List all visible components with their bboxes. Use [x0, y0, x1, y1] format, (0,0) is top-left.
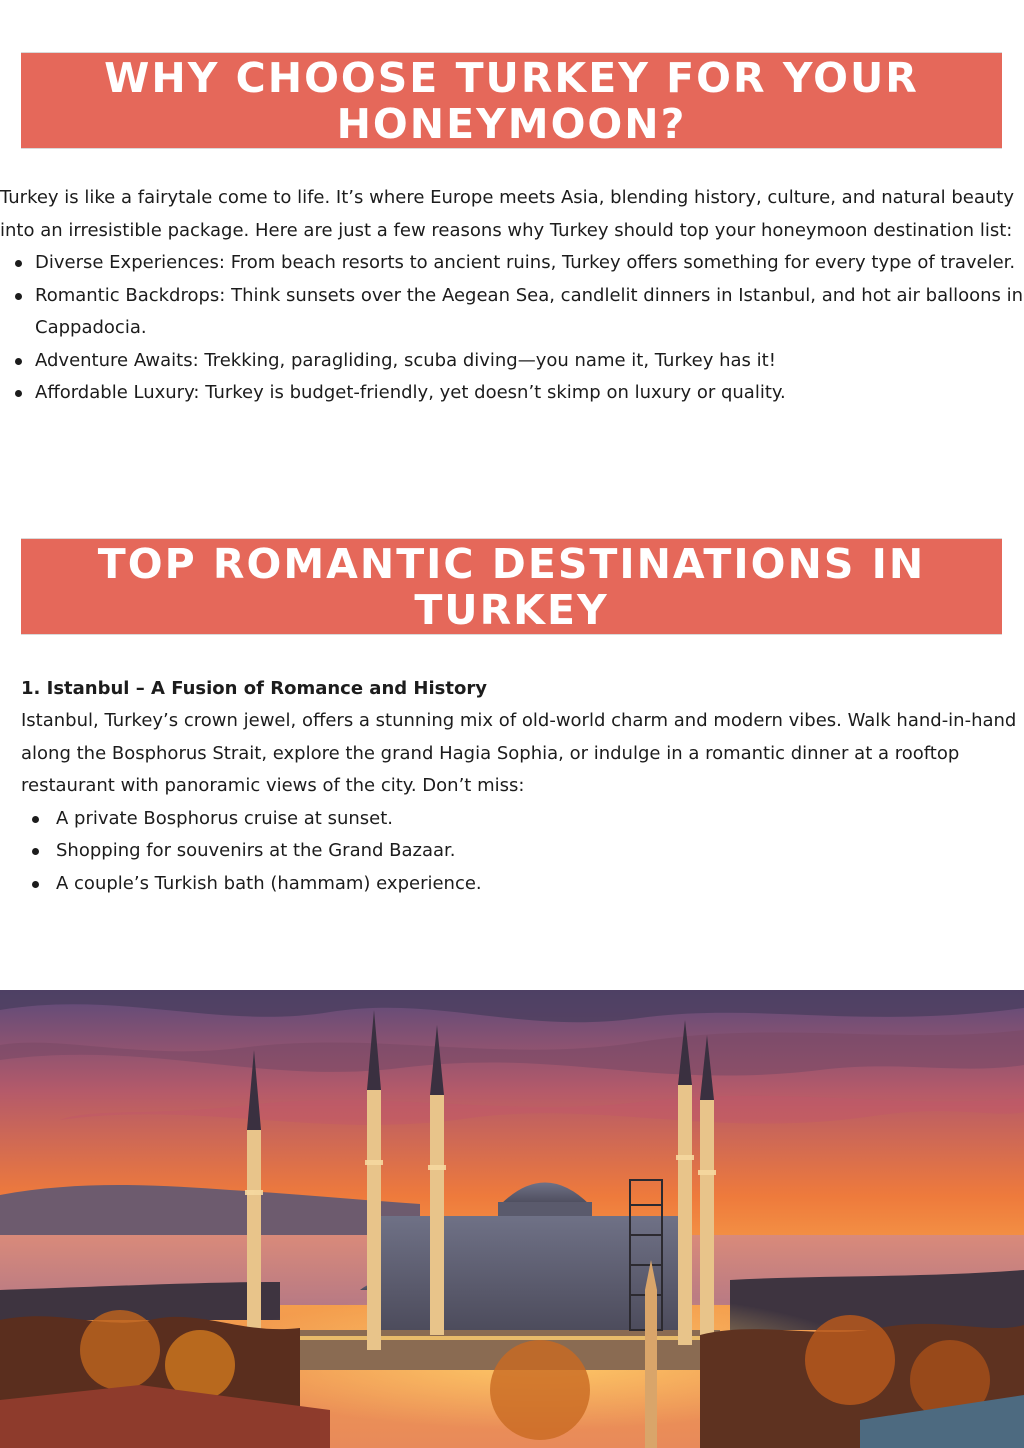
list-item	[0, 247, 1024, 280]
destination-section	[21, 673, 1021, 900]
photo-illustration	[0, 990, 1024, 1448]
destination-description: Istanbul, Turkey’s crown jewel, offers a stunning mix of old-world charm and modern vibes. Walk hand-in-hand along the Bosphorus Strait, explore the grand Hagia Sophia, or indulge in a romantic dinner at a rooftop restaurant with panoramic views of the city. Don’t miss:	[21, 710, 1017, 796]
section-heading-banner	[21, 538, 1002, 635]
list-item	[0, 377, 1024, 410]
bullet-icon	[15, 260, 22, 267]
section-heading: TOP ROMANTIC DESTINATIONS IN TURKEY	[97, 539, 926, 634]
istanbul-mosque-photo	[0, 990, 1024, 1448]
list-item-text: Affordable Luxury: Turkey is budget-friendly, yet doesn’t skimp on luxury or quality.	[35, 382, 786, 403]
list-item	[21, 835, 1021, 868]
list-item	[0, 280, 1024, 345]
list-item-text: Adventure Awaits: Trekking, paragliding, scuba diving—you name it, Turkey has it!	[35, 349, 776, 371]
list-item-text: Diverse Experiences: From beach resorts to ancient ruins, Turkey offers something for every type of traveler.	[35, 252, 1016, 273]
list-item	[0, 345, 1024, 378]
reasons-list	[0, 247, 1024, 410]
section-heading-banner	[21, 52, 1002, 149]
list-item-text: A private Bosphorus cruise at sunset.	[56, 807, 394, 829]
bullet-icon	[15, 358, 22, 365]
intro-paragraph: Turkey is like a fairytale come to life. It’s where Europe meets Asia, blending history, culture, and natural beauty into an irresistible package. Here are just a few reasons why Turkey should top your honeymoon destination list:	[0, 187, 1014, 241]
bullet-icon	[32, 848, 39, 855]
list-item-text: Romantic Backdrops: Think sunsets over the Aegean Sea, candlelit dinners in Istanbul, and hot air balloons in Cappadocia.	[35, 284, 1024, 338]
intro-section	[0, 182, 1024, 410]
bullet-icon	[32, 816, 39, 823]
bullet-icon	[15, 293, 22, 300]
list-item-text: Shopping for souvenirs at the Grand Bazaar.	[56, 840, 456, 861]
bullet-icon	[32, 881, 39, 888]
list-item	[21, 868, 1021, 901]
highlights-list	[21, 803, 1021, 901]
destination-title: 1. Istanbul – A Fusion of Romance and History	[21, 678, 487, 699]
bullet-icon	[15, 390, 22, 397]
list-item	[21, 803, 1021, 836]
section-heading: WHY CHOOSE TURKEY FOR YOUR HONEYMOON?	[104, 53, 919, 148]
list-item-text: A couple’s Turkish bath (hammam) experience.	[56, 872, 482, 894]
